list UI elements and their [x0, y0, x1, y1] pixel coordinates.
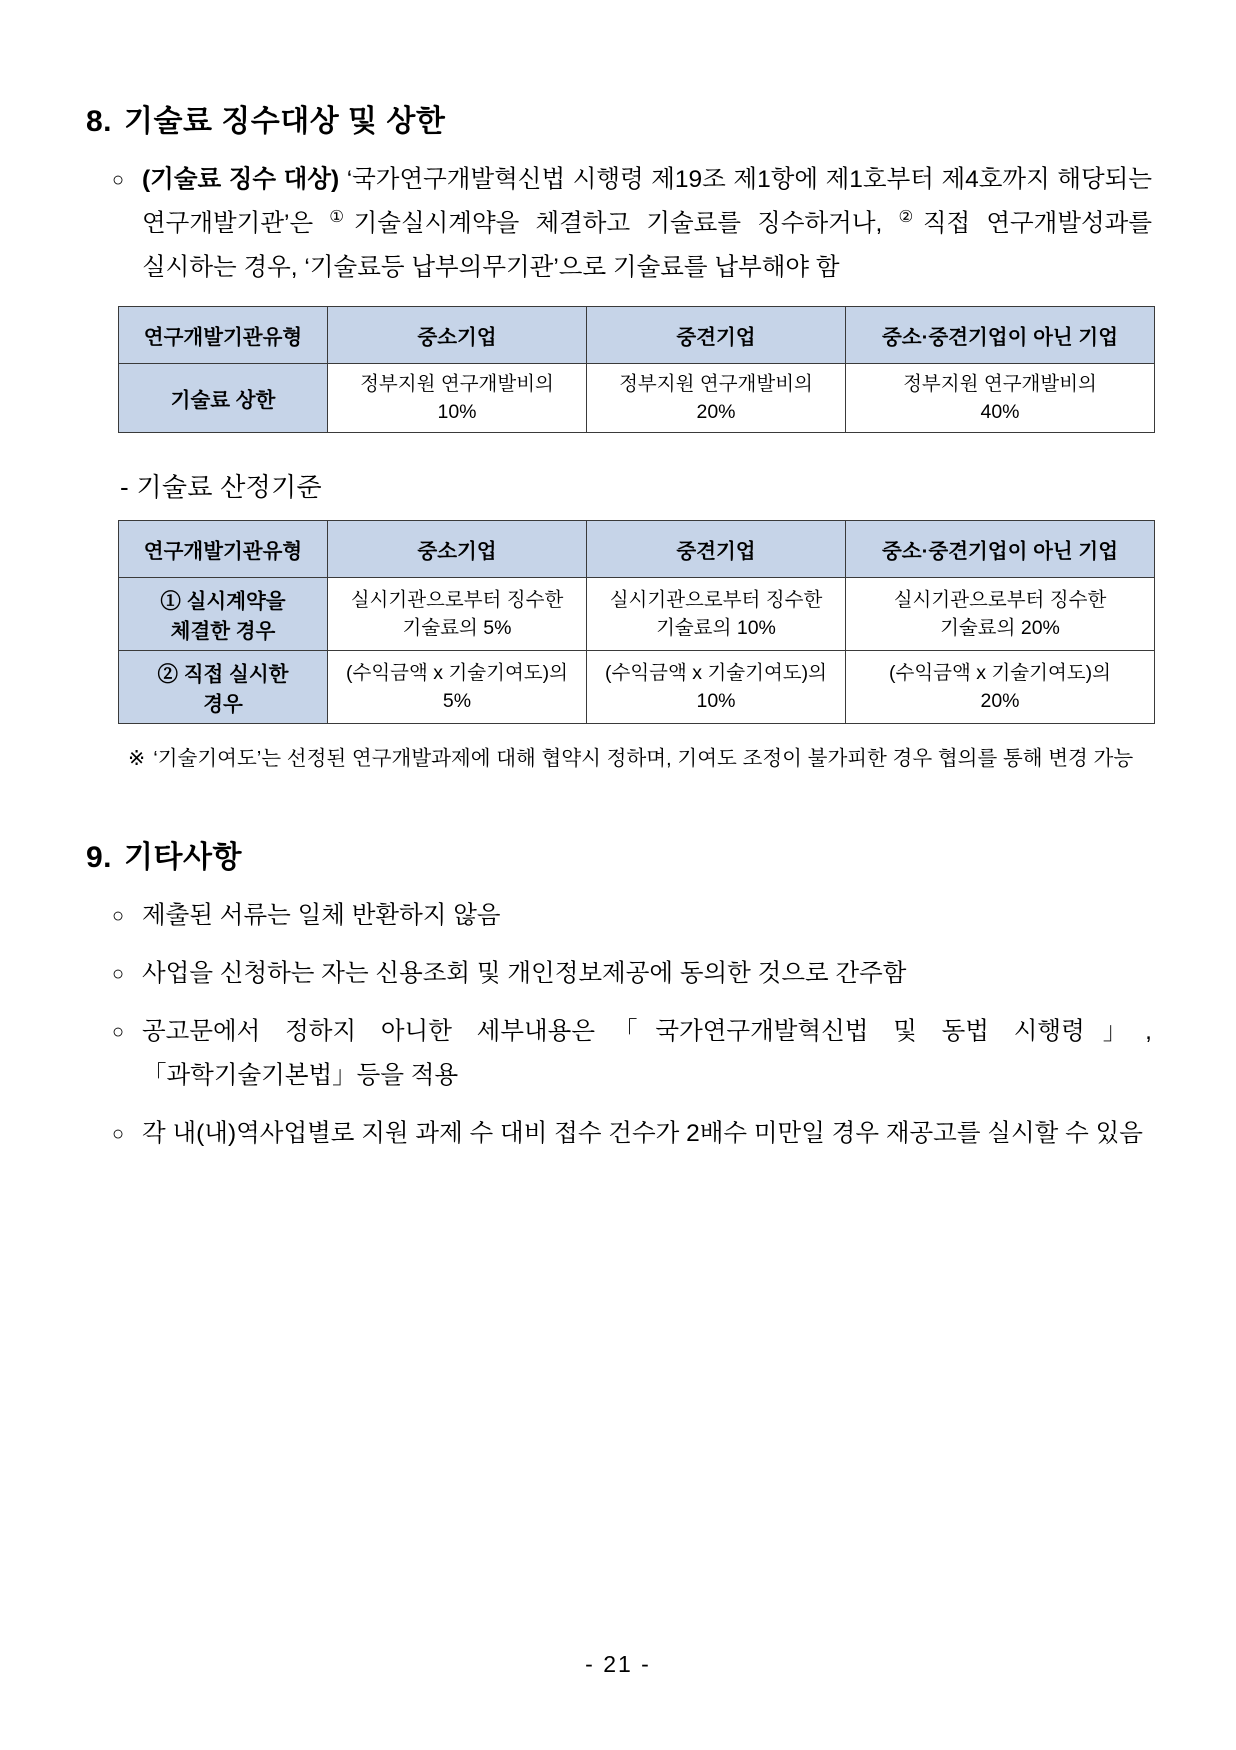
- table-footnote: [128, 742, 1152, 776]
- section-9-item-1: [84, 894, 1152, 938]
- cell-contract-small: 실시기관으로부터 징수한 기술료의 5%: [328, 578, 587, 651]
- cell-direct-small: (수익금액 x 기술기여도)의 5%: [328, 651, 587, 724]
- col-header-org-type: 연구개발기관유형: [119, 307, 328, 364]
- section-9-heading: [84, 832, 1152, 876]
- cell-cap-small: 정부지원 연구개발비의 10%: [328, 364, 587, 433]
- bullet-marker-icon: ○: [112, 963, 125, 985]
- col-header-mid: 중견기업: [587, 307, 846, 364]
- section-8-bullet-text: [142, 158, 1152, 290]
- section-9-title: 기타사항: [124, 841, 242, 874]
- section-8-heading: [84, 96, 1152, 140]
- row-header-contract: ① 실시계약을 체결한 경우: [119, 578, 328, 651]
- section-9-item-1-text: 제출된 서류는 일체 반환하지 않음: [142, 902, 501, 929]
- col-header-small: 중소기업: [328, 521, 587, 578]
- calc-standard-label: - 기술료 산정기준: [120, 472, 322, 502]
- bullet-marker-icon: ○: [112, 1123, 125, 1145]
- section-9-number: 9.: [86, 841, 113, 874]
- row-header-direct: ② 직접 실시한 경우: [119, 651, 328, 724]
- table-row: [119, 651, 1155, 724]
- page-number: - 21 -: [585, 1651, 651, 1677]
- cell-direct-mid: (수익금액 x 기술기여도)의 10%: [587, 651, 846, 724]
- section-9-item-3-text: 공고문에서 정하지 아니한 세부내용은「국가연구개발혁신법 및 동법 시행령」,「과학기술기본법」등을 적용: [142, 1018, 1152, 1089]
- section-9-item-3: [84, 1010, 1152, 1098]
- bullet-marker-icon: ○: [112, 1021, 125, 1043]
- footnote-marker-icon: ※: [128, 747, 146, 770]
- section-9-item-4: [84, 1112, 1152, 1156]
- row-header-cap: 기술료 상한: [119, 364, 328, 433]
- table-row: [119, 364, 1155, 433]
- section-9-item-2: [84, 952, 1152, 996]
- table-header-row: [119, 521, 1155, 578]
- footnote-text: ‘기술기여도’는 선정된 연구개발과제에 대해 협약시 정하며, 기여도 조정이 불가피한 경우 협의를 통해 변경 가능: [153, 747, 1134, 770]
- section-8-bullet-body: ‘국가연구개발혁신법 시행령 제19조 제1항에 제1호부터 제4호까지 해당되는 연구개발기관’은 ①기술실시계약을 체결하고 기술료를 징수하거나, ②직접 연구개발성과를 실시하는 경우, ‘기술료등 납부의무기관’으로 기술료를 납부해야 함: [142, 166, 1152, 281]
- section-8-bullet: [84, 158, 1152, 290]
- col-header-small: 중소기업: [328, 307, 587, 364]
- bullet-marker-icon: ○: [112, 905, 125, 927]
- section-9-item-4-text: 각 내(내)역사업별로 지원 과제 수 대비 접수 건수가 2배수 미만일 경우 재공고를 실시할 수 있음: [142, 1120, 1143, 1147]
- col-header-large: 중소·중견기업이 아닌 기업: [846, 307, 1155, 364]
- col-header-large: 중소·중견기업이 아닌 기업: [846, 521, 1155, 578]
- table-row: [119, 578, 1155, 651]
- cell-cap-large: 정부지원 연구개발비의 40%: [846, 364, 1155, 433]
- section-8-title: 기술료 징수대상 및 상한: [124, 105, 446, 138]
- bullet-marker-icon: ○: [112, 169, 125, 191]
- cell-contract-mid: 실시기관으로부터 징수한 기술료의 10%: [587, 578, 846, 651]
- cell-direct-large: (수익금액 x 기술기여도)의 20%: [846, 651, 1155, 724]
- section-8-number: 8.: [86, 105, 113, 138]
- section-9-item-2-text: 사업을 신청하는 자는 신용조회 및 개인정보제공에 동의한 것으로 간주함: [142, 960, 907, 987]
- cell-cap-mid: 정부지원 연구개발비의 20%: [587, 364, 846, 433]
- col-header-org-type: 연구개발기관유형: [119, 521, 328, 578]
- table-header-row: [119, 307, 1155, 364]
- tech-fee-cap-table: [118, 306, 1155, 433]
- cell-contract-large: 실시기관으로부터 징수한 기술료의 20%: [846, 578, 1155, 651]
- tech-fee-calculation-table: [118, 520, 1155, 724]
- section-8-bullet-lead: (기술료 징수 대상): [142, 166, 340, 193]
- col-header-mid: 중견기업: [587, 521, 846, 578]
